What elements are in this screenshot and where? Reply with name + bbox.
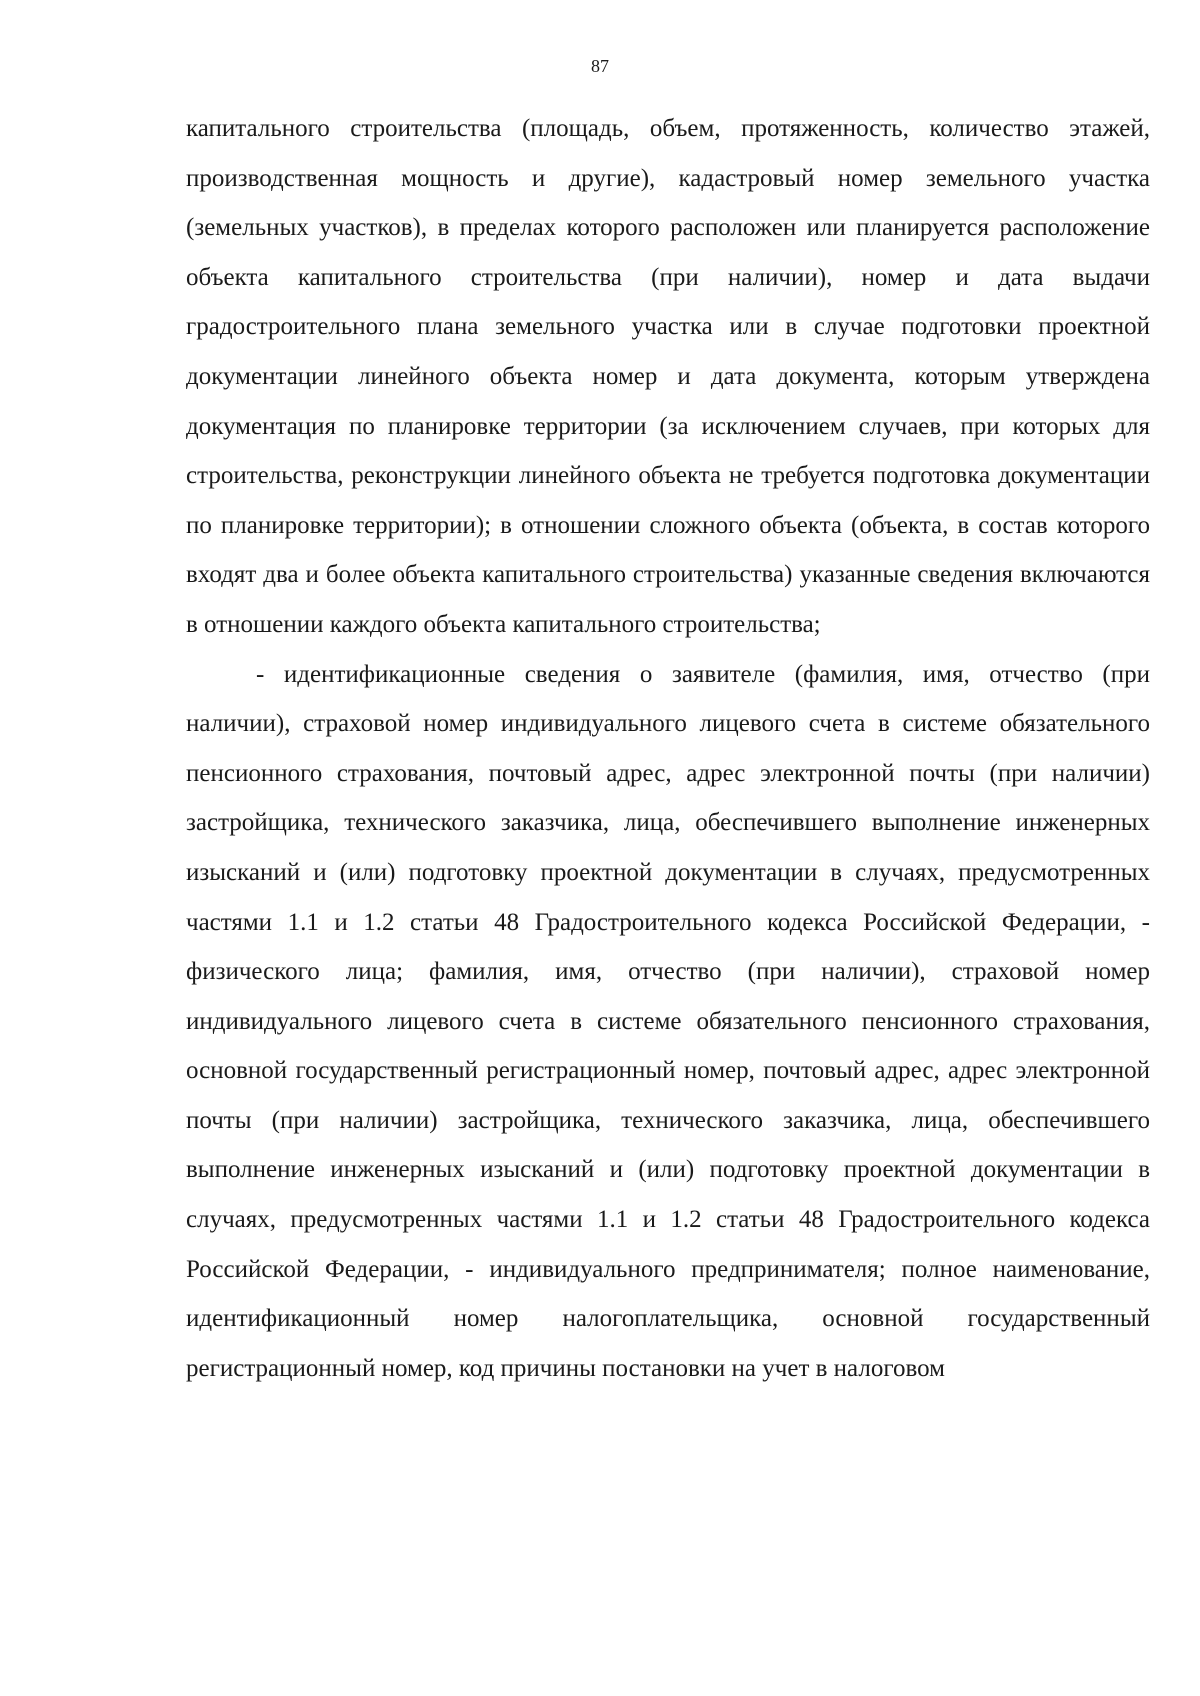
paragraph-object-details: капитального строительства (площадь, объем, протяженность, количество этажей, производственная мощность и другие), кадастровый номер земельного участка (земельных участков), в пределах которого расположен или планируется расположение объекта капитального строительства (при наличии), номер и дата выдачи градостроительного плана земельного участка или в случае подготовки проектной документации линейного объекта номер и дата документа, которым утверждена документация по планировке территории (за исключением случаев, при которых для строительства, реконструкции линейного объекта не требуется подготовка документации по планировке территории); в отношении сложного объекта (объекта, в состав которого входят два и более объекта капитального строительства) указанные сведения включаются в отношении каждого объекта капитального строительства;	[186, 115, 1150, 638]
paragraph-applicant-details: - идентификационные сведения о заявителе (фамилия, имя, отчество (при наличии), страховой номер индивидуального лицевого счета в системе обязательного пенсионного страхования, почтовый адрес, адрес электронной почты (при наличии) застройщика, технического заказчика, лица, обеспечившего выполнение инженерных изысканий и (или) подготовку проектной документации в случаях, предусмотренных частями 1.1 и 1.2 статьи 48 Градостроительного кодекса Российской Федерации, - физического лица; фамилия, имя, отчество (при наличии), страховой номер индивидуального лицевого счета в системе обязательного пенсионного страхования, основной государственный регистрационный номер, почтовый адрес, адрес электронной почты (при наличии) застройщика, технического заказчика, лица, обеспечившего выполнение инженерных изысканий и (или) подготовку проектной документации в случаях, предусмотренных частями 1.1 и 1.2 статьи 48 Градостроительного кодекса Российской Федерации, - индивидуального предпринимателя; полное наименование, идентификационный номер налогоплательщика, основной государственный регистрационный номер, код причины постановки на учет в налоговом	[186, 660, 1150, 1382]
document-body	[186, 104, 1150, 1393]
page-number: 87	[591, 56, 609, 76]
